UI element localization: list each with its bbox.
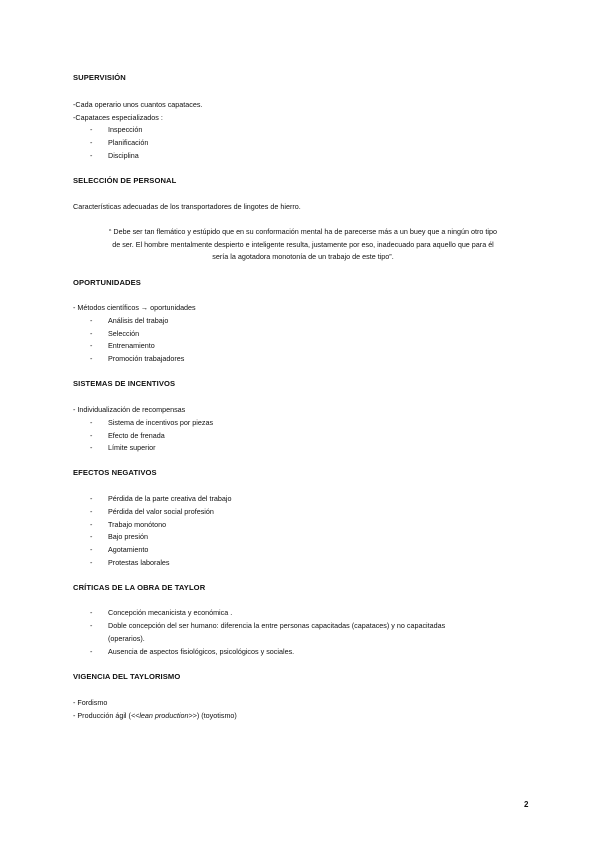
list-item: Promoción trabajadores <box>108 354 185 363</box>
text-line: - Individualización de recompensas <box>73 405 186 414</box>
text-line: - Métodos científicos → oportunidades <box>73 303 196 312</box>
page-number: 2 <box>524 800 529 809</box>
list-item: Protestas laborales <box>108 558 170 567</box>
list-item: Sistema de incentivos por piezas <box>108 418 214 427</box>
list-item: Análisis del trabajo <box>108 316 169 325</box>
section-title-seleccion: SELECCIÓN DE PERSONAL <box>73 176 177 185</box>
list-bullet: - <box>90 151 93 160</box>
section-title-efectos: EFECTOS NEGATIVOS <box>73 468 157 477</box>
list-bullet: - <box>90 532 93 541</box>
list-item: Inspección <box>108 125 143 134</box>
list-item-continuation: (operarios). <box>108 634 145 643</box>
list-item: Selección <box>108 329 140 338</box>
section-title-vigencia: VIGENCIA DEL TAYLORISMO <box>73 672 181 681</box>
list-item: Trabajo monótono <box>108 520 167 529</box>
text-line: Características adecuadas de los transportadores de lingotes de hierro. <box>73 202 301 211</box>
list-bullet: - <box>90 316 93 325</box>
list-item: Pérdida de la parte creativa del trabajo <box>108 494 232 503</box>
list-item: Bajo presión <box>108 532 148 541</box>
list-item: Entrenamiento <box>108 341 155 350</box>
list-bullet: - <box>90 520 93 529</box>
list-bullet: - <box>90 341 93 350</box>
list-bullet: - <box>90 443 93 452</box>
list-bullet: - <box>90 558 93 567</box>
quote-line: “ Debe ser tan flemático y estúpido que en su conformación mental ha de parecerse más a un buey que a ningún otro tipo <box>109 227 497 236</box>
text-line: -Capataces especializados : <box>73 113 163 122</box>
text-segment: - Producción ágil ( <box>73 711 131 720</box>
section-title-incentivos: SISTEMAS DE INCENTIVOS <box>73 379 176 388</box>
list-item: Doble concepción del ser humano: diferencia la entre personas capacitadas (capataces) y no capacitadas <box>108 621 446 630</box>
quote-line: de ser. El hombre mentalmente despierto e inteligente resulta, justamente por eso, inadecuado para aquello que para él <box>112 239 494 249</box>
text-line <box>73 711 237 720</box>
section-title-criticas: CRÍTICAS DE LA OBRA DE TAYLOR <box>73 583 206 592</box>
list-item: Agotamiento <box>108 545 149 554</box>
list-item: Pérdida del valor social profesión <box>108 507 214 516</box>
list-item: Ausencia de aspectos fisiológicos, psicológicos y sociales. <box>108 647 295 656</box>
quote-line: sería la agotadora monotonía de un trabajo de este tipo”. <box>212 252 394 262</box>
text-line: - Fordismo <box>73 698 108 707</box>
list-item: Límite superior <box>108 443 156 452</box>
list-bullet: - <box>90 494 93 503</box>
list-item: Planificación <box>108 138 149 147</box>
section-title-supervision: SUPERVISIÓN <box>73 73 126 82</box>
list-bullet: - <box>90 545 93 554</box>
list-bullet: - <box>90 507 93 516</box>
list-bullet: - <box>90 647 93 656</box>
list-bullet: - <box>90 329 93 338</box>
section-title-oportunidades: OPORTUNIDADES <box>73 278 141 287</box>
list-item: Efecto de frenada <box>108 431 165 440</box>
list-bullet: - <box>90 418 93 427</box>
list-bullet: - <box>90 125 93 134</box>
text-emphasis: <<lean production>> <box>130 711 197 720</box>
text-segment: ) (toyotismo) <box>196 711 237 720</box>
list-item: Disciplina <box>108 151 139 160</box>
list-bullet: - <box>90 354 93 363</box>
list-bullet: - <box>90 608 93 617</box>
list-bullet: - <box>90 138 93 147</box>
list-bullet: - <box>90 621 93 630</box>
list-item: Concepción mecanicista y económica . <box>108 608 233 617</box>
list-bullet: - <box>90 431 93 440</box>
quote-block <box>73 226 533 264</box>
text-line: -Cada operario unos cuantos capataces. <box>73 100 203 109</box>
